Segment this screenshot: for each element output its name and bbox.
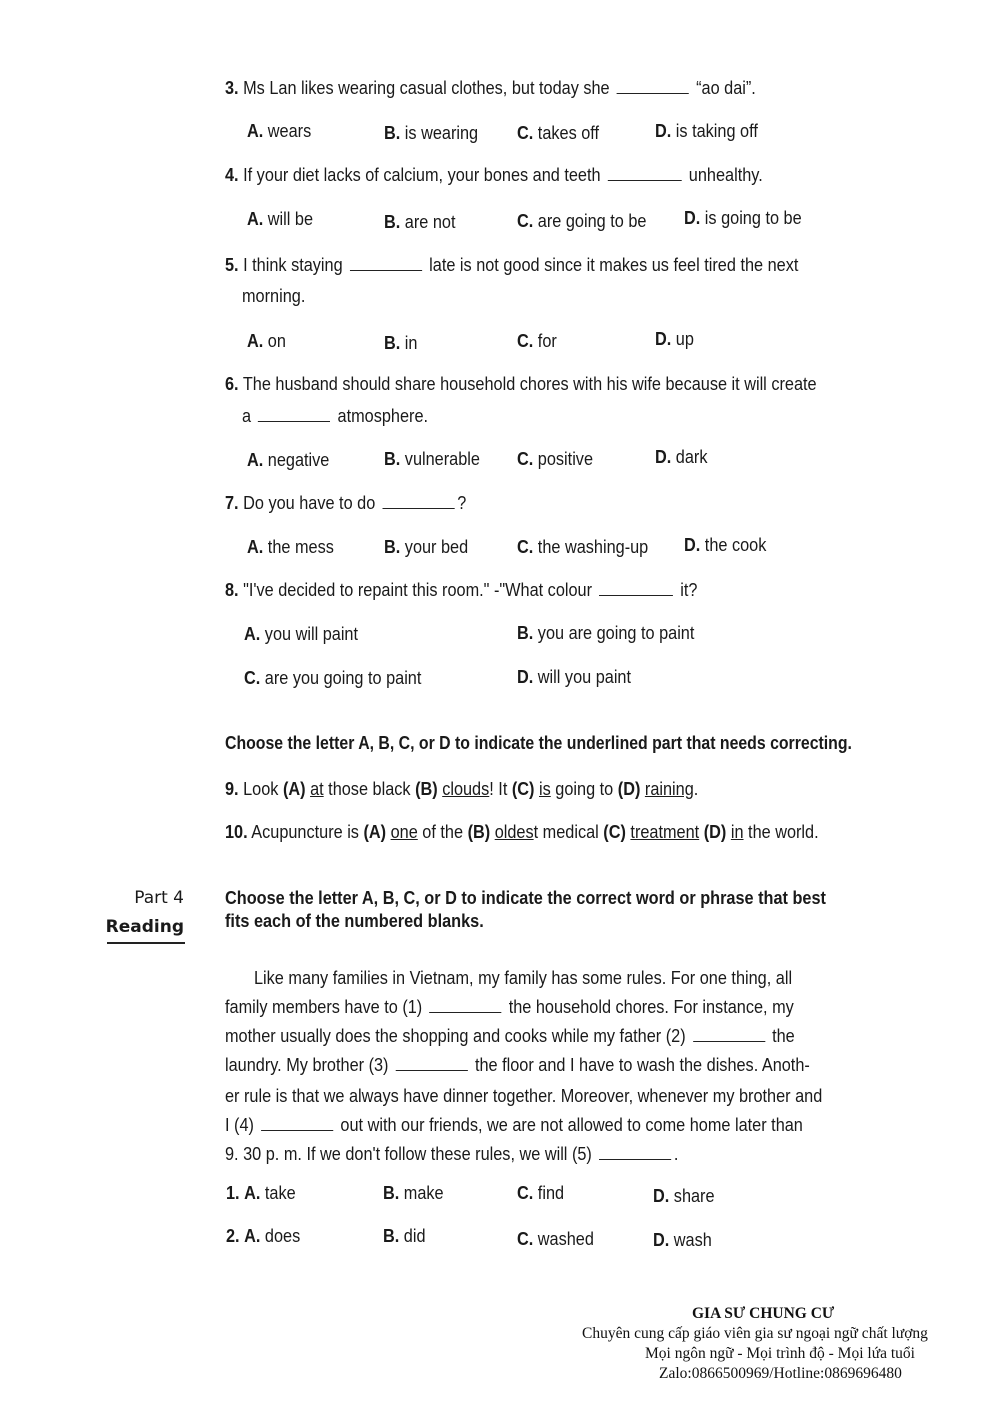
answer-blank: [396, 1069, 468, 1071]
question-4: 4. If your diet lacks of calcium, your bones and teeth unhealthy.: [225, 164, 763, 185]
question-7: 7. Do you have to do ?: [225, 492, 467, 513]
reading-q2-option-c: C. washed: [517, 1228, 594, 1249]
reading-q2-option-a: 2. A. does: [226, 1225, 301, 1246]
q7-option-c: C. the washing-up: [517, 536, 649, 557]
answer-blank: [693, 1040, 765, 1042]
reading-q1-option-d: D. share: [653, 1185, 715, 1206]
answer-blank: [350, 269, 422, 271]
q8-option-d: D. will you paint: [517, 666, 632, 687]
question-3: 3. Ms Lan likes wearing casual clothes, but today she “ao dai”.: [225, 77, 756, 98]
q3-option-b: B. is wearing: [384, 122, 479, 143]
footer-audience: Mọi ngôn ngữ - Mọi trình độ - Mọi lứa tuổi: [645, 1345, 915, 1362]
q5-option-d: D. up: [655, 328, 694, 349]
answer-blank: [258, 420, 330, 422]
part-number: Part 4: [134, 888, 184, 908]
passage-line: mother usually does the shopping and cooks while my father (2) the: [225, 1025, 795, 1046]
q7-option-a: A. the mess: [247, 536, 334, 557]
footer-brand: GIA SƯ CHUNG CƯ: [692, 1305, 835, 1322]
part-title: Reading: [105, 917, 184, 937]
answer-blank: [382, 507, 454, 509]
q8-option-b: B. you are going to paint: [517, 622, 695, 643]
q6-option-d: D. dark: [655, 446, 708, 467]
reading-q1-option-c: C. find: [517, 1182, 565, 1203]
footer-contact: Zalo:0866500969/Hotline:0869696480: [659, 1365, 902, 1382]
question-6: 6. The husband should share household chores with his wife because it will create: [225, 373, 817, 394]
question-8: 8. "I've decided to repaint this room." -"What colour it?: [225, 579, 698, 600]
answer-blank: [599, 594, 673, 596]
q5-option-b: B. in: [384, 332, 418, 353]
passage-line: 9. 30 p. m. If we don't follow these rules, we will (5) .: [225, 1143, 679, 1164]
question-5-line2: morning.: [242, 285, 306, 306]
passage-line: family members have to (1) the household chores. For instance, my: [225, 996, 794, 1017]
error-instruction: Choose the letter A, B, C, or D to indicate the underlined part that needs correcting.: [225, 733, 852, 753]
q8-option-c: C. are you going to paint: [244, 667, 422, 688]
part-title-underline: [107, 942, 185, 944]
passage-line: I (4) out with our friends, we are not allowed to come home later than: [225, 1114, 803, 1135]
question-10: 10. Acupuncture is (A) one of the (B) oldest medical (C) treatment (D) in the world.: [225, 821, 819, 842]
reading-q2-option-d: D. wash: [653, 1229, 712, 1250]
q6-option-a: A. negative: [247, 449, 330, 470]
answer-blank: [617, 92, 689, 94]
answer-blank: [429, 1011, 501, 1013]
reading-instruction-line1: Choose the letter A, B, C, or D to indicate the correct word or phrase that best: [225, 887, 826, 908]
q8-option-a: A. you will paint: [244, 623, 359, 644]
answer-blank: [599, 1158, 671, 1160]
q7-option-b: B. your bed: [384, 536, 469, 557]
q5-option-a: A. on: [247, 330, 286, 351]
question-9: 9. Look (A) at those black (B) clouds! It (C) is going to (D) raining.: [225, 778, 699, 799]
reading-instruction-line2: fits each of the numbered blanks.: [225, 910, 484, 931]
answer-blank: [608, 179, 682, 181]
q3-option-d: D. is taking off: [655, 120, 758, 141]
passage-line: laundry. My brother (3) the floor and I have to wash the dishes. Anoth-: [225, 1054, 810, 1075]
question-6-line2: a atmosphere.: [242, 405, 429, 426]
q4-option-a: A. will be: [247, 208, 314, 229]
q4-option-c: C. are going to be: [517, 210, 647, 231]
q4-option-d: D. is going to be: [684, 207, 802, 228]
question-5: 5. I think staying late is not good since it makes us feel tired the next: [225, 254, 799, 275]
passage-line: Like many families in Vietnam, my family has some rules. For one thing, all: [254, 967, 793, 988]
q3-option-a: A. wears: [247, 120, 312, 141]
reading-q2-option-b: B. did: [383, 1225, 426, 1246]
q6-option-c: C. positive: [517, 448, 594, 469]
passage-line: er rule is that we always have dinner together. Moreover, whenever my brother and: [225, 1085, 823, 1106]
footer-tagline: Chuyên cung cấp giáo viên gia sư ngoại ngữ chất lượng: [582, 1325, 928, 1342]
reading-q1-option-b: B. make: [383, 1182, 444, 1203]
q7-option-d: D. the cook: [684, 534, 767, 555]
answer-blank: [261, 1129, 333, 1131]
q4-option-b: B. are not: [384, 211, 456, 232]
q6-option-b: B. vulnerable: [384, 448, 480, 469]
q5-option-c: C. for: [517, 330, 557, 351]
q3-option-c: C. takes off: [517, 122, 600, 143]
reading-q1-option-a: 1. A. take: [226, 1182, 296, 1203]
